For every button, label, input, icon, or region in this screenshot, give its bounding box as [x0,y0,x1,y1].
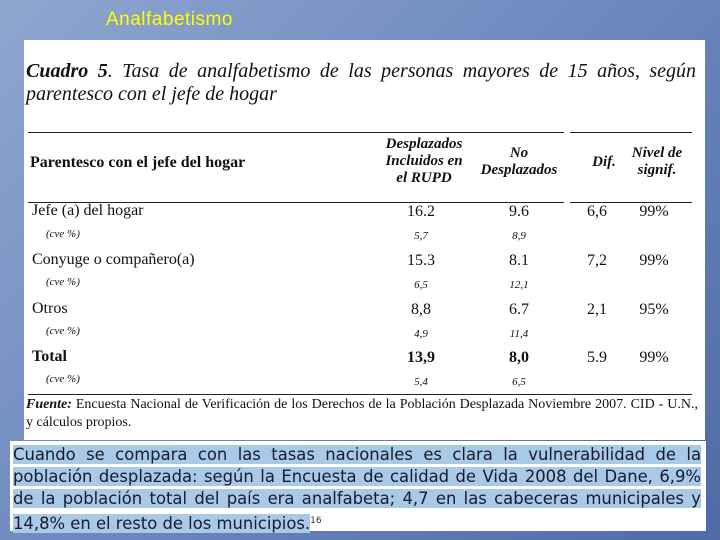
source-label: Fuente: [26,397,72,412]
paragraph-text: Cuando se compara con las tasas nacionales es clara la vulnerabilidad de la población desplazada: según la Encuesta de calidad de Vida 2008 del Dane, 6,9% de la población total del país era analfabeta; 4,7 en las cabeceras municipales y 14,8% en el resto de los municipios. [13,445,701,534]
source-text: Encuesta Nacional de Verificación de los Derechos de la Población Desplazada Noviembre 2007. CID - U.N., y cálculos propios. [26,397,698,430]
cell-desplazados: 13,9 [407,349,435,366]
cell-cve-no-desplazados: 8,9 [512,230,526,242]
cell-cve-desplazados: 4,9 [414,328,428,340]
header-desplazados-line3: el RUPD [396,170,452,186]
caption-label: Cuadro 5 [26,60,108,82]
header-nivel-line1: Nivel de [631,145,683,161]
cell-no-desplazados: 9.6 [509,203,529,220]
row-label: Otros [32,300,68,317]
cell-cve-desplazados: 6,5 [414,279,428,291]
cell-desplazados: 16.2 [407,203,435,220]
paragraph-panel [10,441,706,534]
table-image-panel [24,40,705,440]
cve-label: (cve %) [46,276,80,288]
header-desplazados-line2: Incluidos en [385,153,463,169]
cell-desplazados: 8,8 [411,301,431,318]
paragraph [13,444,701,535]
cell-dif: 7,2 [587,252,607,269]
cell-nivel: 99% [639,203,669,220]
header-nivel [622,145,692,179]
cell-dif: 2,1 [587,301,607,318]
row-label: Conyuge o compañero(a) [32,251,195,268]
cell-nivel: 99% [639,252,669,269]
cell-dif: 6,6 [587,203,607,220]
slide-title: Analfabetismo [106,9,233,30]
cell-cve-desplazados: 5,7 [414,230,428,242]
header-no-desplazados-line1: No [509,145,529,161]
table-rule-bottom [28,394,692,395]
header-desplazados-line1: Desplazados [385,136,463,152]
cell-cve-desplazados: 5,4 [414,376,428,388]
cell-no-desplazados: 8,0 [509,349,529,366]
header-no-desplazados [474,145,564,179]
row-label: Jefe (a) del hogar [32,202,144,219]
header-desplazados [374,136,474,187]
table-source [26,396,698,432]
cell-no-desplazados: 8.1 [509,252,529,269]
cell-no-desplazados: 6.7 [509,301,529,318]
cell-desplazados: 15.3 [407,252,435,269]
header-nivel-line2: signif. [637,162,677,178]
footnote-marker: 16 [310,516,322,526]
row-label-total: Total [32,348,67,365]
cell-cve-no-desplazados: 6,5 [512,376,526,388]
cell-nivel: 99% [639,349,669,366]
cve-label: (cve %) [46,228,80,240]
cell-dif: 5.9 [587,349,607,366]
caption-text: . Tasa de analfabetismo de las personas mayores de 15 años, según parentesco con el jefe de hogar [26,60,697,105]
table-rule-top [28,132,692,133]
column-gap [564,132,570,394]
cve-label: (cve %) [46,325,80,337]
table-caption [26,60,696,106]
cell-cve-no-desplazados: 12,1 [509,279,529,291]
cell-cve-no-desplazados: 11,4 [509,328,529,340]
cell-nivel: 95% [639,301,669,318]
cve-label: (cve %) [46,373,80,385]
header-parentesco: Parentesco con el jefe del hogar [30,154,246,171]
header-no-desplazados-line2: Desplazados [480,162,558,178]
header-dif: Dif. [592,154,616,170]
